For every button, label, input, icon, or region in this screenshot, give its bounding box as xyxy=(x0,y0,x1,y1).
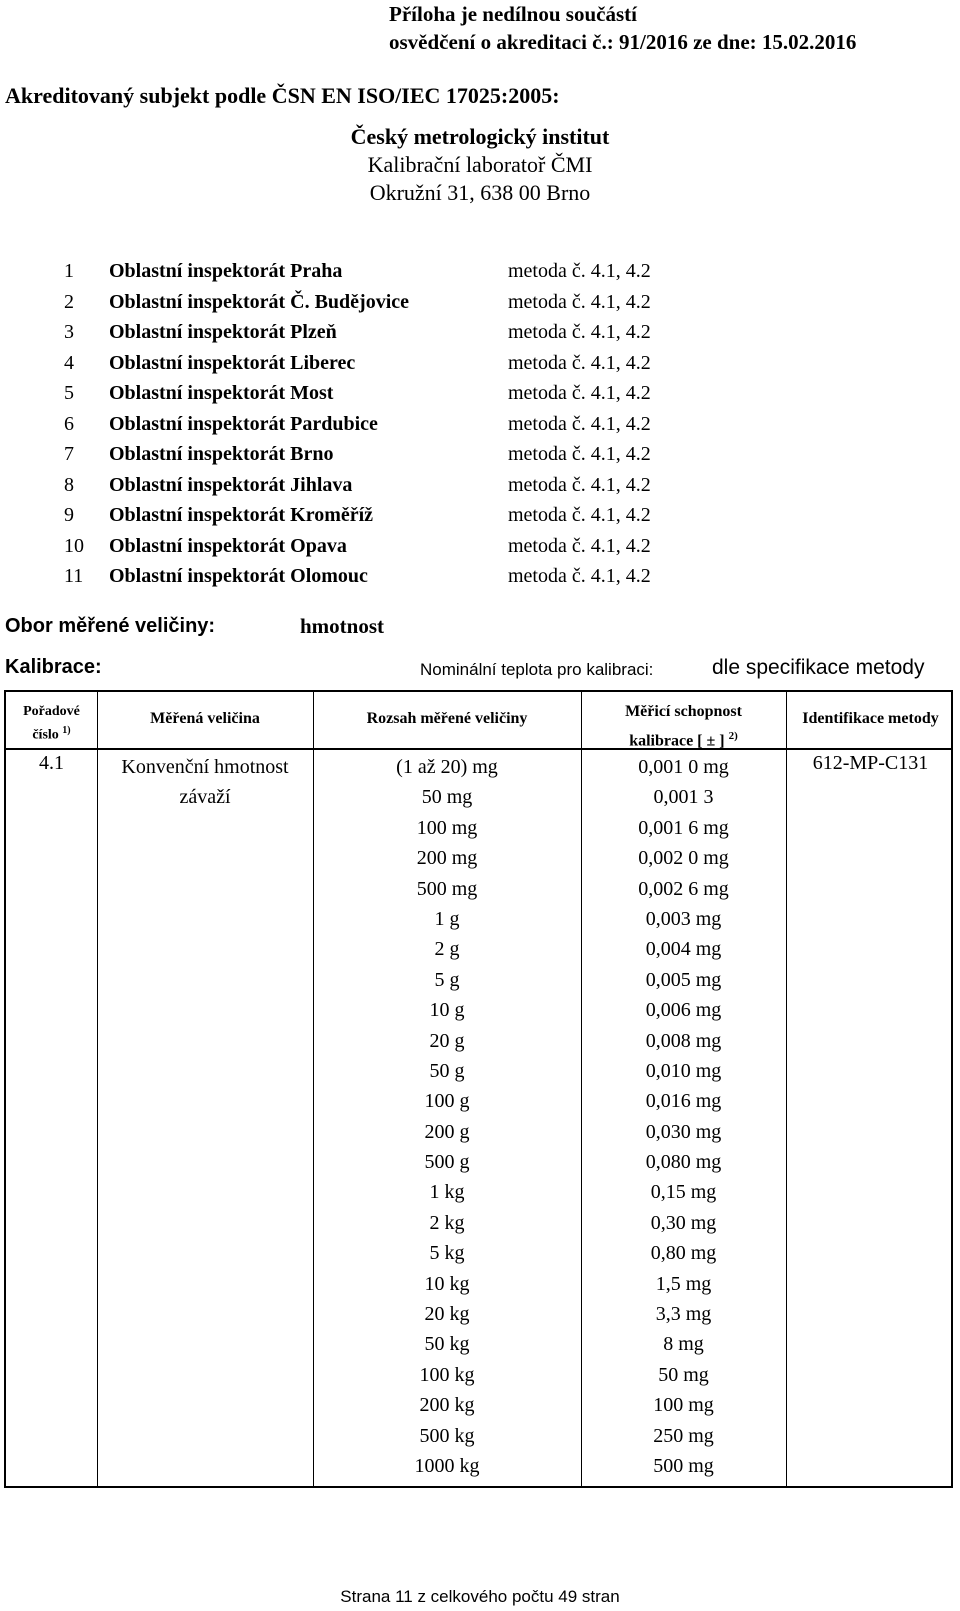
range-value: 20 g xyxy=(429,1029,465,1052)
range-value: 50 kg xyxy=(424,1333,470,1356)
workplace-method: metoda č. 4.1, 4.2 xyxy=(508,321,651,343)
workplace-num: 6 xyxy=(64,412,74,435)
capability-value: 0,001 3 xyxy=(653,786,714,809)
header-cap-text: kalibrace [ ± ] xyxy=(629,732,725,750)
range-value: 2 kg xyxy=(429,1211,465,1234)
range-value: 100 kg xyxy=(419,1363,475,1386)
workplace-name: Oblastní inspektorát Plzeň xyxy=(109,321,337,343)
capability-value: 0,016 mg xyxy=(645,1090,722,1113)
capability-value: 500 mg xyxy=(653,1454,714,1477)
header-seq-text: číslo xyxy=(32,727,59,743)
range-value: 50 mg xyxy=(421,786,473,809)
workplace-method: metoda č. 4.1, 4.2 xyxy=(508,351,651,374)
workplace-name: Oblastní inspektorát Praha xyxy=(109,260,343,282)
workplace-row xyxy=(0,352,960,382)
range-value: 200 mg xyxy=(416,847,478,870)
workplace-row xyxy=(0,382,960,412)
workplace-num: 1 xyxy=(64,260,74,282)
nominal-temp-label: Nominální teplota pro kalibraci: xyxy=(420,660,654,679)
capability-value: 0,30 mg xyxy=(650,1211,717,1234)
workplace-row xyxy=(0,504,960,534)
workplace-name: Oblastní inspektorát Olomouc xyxy=(109,565,368,587)
header-sequence-number xyxy=(6,702,97,745)
header-seq-line2 xyxy=(6,721,97,745)
range-value: 50 g xyxy=(429,1059,465,1082)
capability-value: 0,080 mg xyxy=(645,1151,722,1174)
page-number: Strana 11 z celkového počtu 49 stran xyxy=(340,1587,620,1606)
nominal-temp-value: dle specifikace metody xyxy=(712,656,925,679)
capability-value: 0,002 6 mg xyxy=(638,877,729,900)
range-value: 500 g xyxy=(424,1151,470,1174)
range-value: 1 kg xyxy=(429,1181,465,1204)
workplace-row xyxy=(0,535,960,565)
workplace-method: metoda č. 4.1, 4.2 xyxy=(508,290,651,313)
row-measured-quantity xyxy=(97,752,313,812)
capability-value: 250 mg xyxy=(653,1424,714,1447)
workplace-method: metoda č. 4.1, 4.2 xyxy=(508,534,651,557)
workplace-row xyxy=(0,443,960,473)
field-label: Obor měřené veličiny: xyxy=(5,615,216,637)
capability-value: 0,15 mg xyxy=(650,1181,717,1204)
laboratory-name: Kalibrační laboratoř ČMI xyxy=(367,152,593,177)
calibration-label: Kalibrace: xyxy=(5,656,102,678)
capability-value: 0,001 0 mg xyxy=(638,756,729,778)
workplace-method: metoda č. 4.1, 4.2 xyxy=(508,443,651,465)
workplace-name: Oblastní inspektorát Brno xyxy=(109,443,334,465)
header-cap-line1: Měřicí schopnost xyxy=(625,703,742,720)
institute-name: Český metrologický institut xyxy=(350,124,610,149)
workplace-method: metoda č. 4.1, 4.2 xyxy=(508,382,651,404)
field-value: hmotnost xyxy=(300,614,385,638)
range-value: 100 g xyxy=(424,1090,470,1113)
row-sequence-number: 4.1 xyxy=(39,752,64,774)
annex-note-line2: osvědčení o akreditaci č.: 91/2016 ze dne: 15.02.2016 xyxy=(389,30,857,54)
header-cap-line2 xyxy=(581,724,786,753)
range-column xyxy=(313,752,581,1481)
calibration-table xyxy=(4,690,953,1488)
workplace-name: Oblastní inspektorát Jihlava xyxy=(109,473,353,496)
capability-value: 0,008 mg xyxy=(645,1029,722,1052)
laboratory-address: Okružní 31, 638 00 Brno xyxy=(369,180,591,205)
capability-value: 0,003 mg xyxy=(645,907,722,930)
workplace-method: metoda č. 4.1, 4.2 xyxy=(508,260,651,282)
workplace-num: 10 xyxy=(64,534,84,557)
workplace-row xyxy=(0,565,960,595)
range-value: 2 g xyxy=(434,938,460,961)
workplace-num: 5 xyxy=(64,382,74,404)
workplace-num: 8 xyxy=(64,473,74,496)
range-value: 1 g xyxy=(434,907,460,930)
capability-value: 0,002 0 mg xyxy=(638,847,729,870)
workplace-name: Oblastní inspektorát Most xyxy=(109,382,334,404)
capability-value: 0,001 6 mg xyxy=(638,816,729,839)
header-seq-line1: Pořadové xyxy=(23,704,80,719)
capability-value: 8 mg xyxy=(663,1333,704,1356)
workplace-row xyxy=(0,474,960,504)
capability-value: 1,5 mg xyxy=(655,1272,712,1295)
workplace-name: Oblastní inspektorát Pardubice xyxy=(109,412,378,435)
workplace-num: 3 xyxy=(64,321,74,343)
workplace-method: metoda č. 4.1, 4.2 xyxy=(508,473,651,496)
workplace-name: Oblastní inspektorát Č. Budějovice xyxy=(109,290,410,313)
workplace-method: metoda č. 4.1, 4.2 xyxy=(508,504,651,526)
column-divider xyxy=(786,692,787,1486)
workplace-name: Oblastní inspektorát Liberec xyxy=(109,351,356,374)
range-value: 5 g xyxy=(434,968,460,991)
range-value: 1000 kg xyxy=(414,1454,480,1477)
range-value: 10 kg xyxy=(424,1272,470,1295)
workplace-name: Oblastní inspektorát Opava xyxy=(109,534,347,557)
annex-note-line1: Příloha je nedílnou součástí xyxy=(389,2,637,26)
workplace-name: Oblastní inspektorát Kroměříž xyxy=(109,504,374,526)
capability-value: 0,004 mg xyxy=(645,938,722,961)
footnote-ref-1: 1) xyxy=(62,725,71,736)
workplace-num: 4 xyxy=(64,351,74,374)
footnote-ref-2: 2) xyxy=(728,730,738,742)
range-value: 5 kg xyxy=(429,1242,465,1265)
workplace-row xyxy=(0,260,960,290)
capability-value: 0,80 mg xyxy=(650,1242,717,1265)
capability-column xyxy=(581,752,786,1481)
measured-line1: Konvenční hmotnost xyxy=(121,756,289,778)
capability-value: 50 mg xyxy=(658,1363,709,1386)
header-measured-quantity: Měřená veličina xyxy=(150,710,260,727)
workplace-num: 2 xyxy=(64,290,74,313)
range-value: 200 g xyxy=(424,1120,470,1143)
capability-value: 0,005 mg xyxy=(645,968,722,991)
workplace-num: 7 xyxy=(64,443,74,465)
capability-value: 0,030 mg xyxy=(645,1120,722,1143)
range-value: 100 mg xyxy=(416,816,478,839)
range-value: (1 až 20) mg xyxy=(396,756,498,778)
header-divider xyxy=(6,748,951,750)
range-value: 500 mg xyxy=(416,877,478,900)
capability-value: 0,010 mg xyxy=(645,1059,722,1082)
accredited-subject-heading: Akreditovaný subjekt podle ČSN EN ISO/IEC 17025:2005: xyxy=(5,83,560,108)
range-value: 500 kg xyxy=(419,1424,475,1447)
workplace-num: 9 xyxy=(64,504,74,526)
header-calibration-capability xyxy=(581,700,786,753)
workplace-method: metoda č. 4.1, 4.2 xyxy=(508,565,651,587)
row-method-id: 612-MP-C131 xyxy=(812,752,929,774)
workplace-method: metoda č. 4.1, 4.2 xyxy=(508,412,651,435)
capability-value: 0,006 mg xyxy=(645,999,722,1022)
capability-value: 100 mg xyxy=(653,1394,714,1417)
range-value: 10 g xyxy=(429,999,465,1022)
workplace-num: 11 xyxy=(64,565,84,587)
workplace-row xyxy=(0,321,960,351)
measured-line2: závaží xyxy=(179,786,231,808)
capability-value: 3,3 mg xyxy=(655,1303,712,1326)
range-value: 200 kg xyxy=(419,1394,475,1417)
header-measurement-range: Rozsah měřené veličiny xyxy=(366,710,528,727)
workplace-row xyxy=(0,413,960,443)
header-method-id: Identifikace metody xyxy=(802,710,939,727)
range-value: 20 kg xyxy=(424,1303,470,1326)
workplace-row xyxy=(0,291,960,321)
